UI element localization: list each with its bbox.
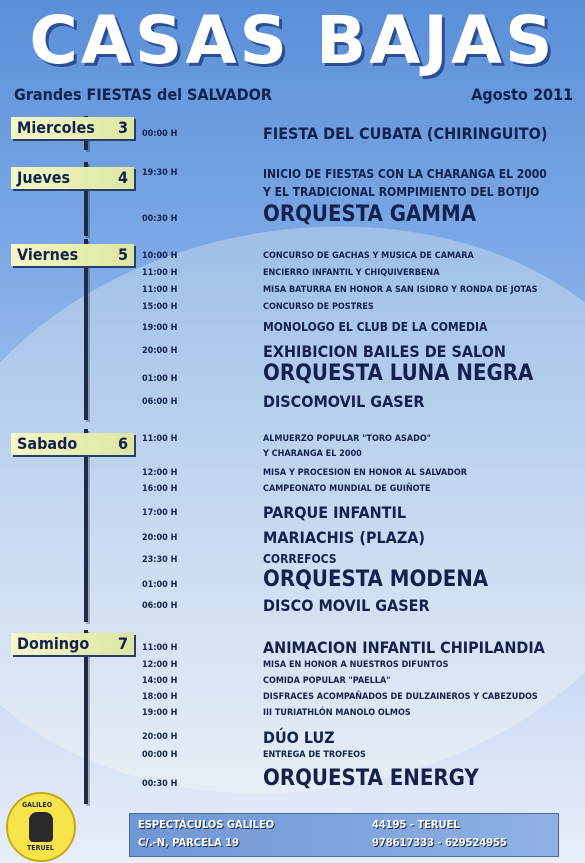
- day-number: 7: [117, 634, 128, 653]
- event-time: 01:00 H: [142, 580, 178, 590]
- event-time: 06:00 H: [142, 601, 178, 611]
- event-desc: DISCO MOVIL GASER: [263, 596, 430, 615]
- event-time: 16:00 H: [142, 484, 178, 494]
- event-desc: COMIDA POPULAR "PAELLA": [263, 676, 391, 686]
- event-time: 14:00 H: [142, 676, 178, 686]
- event-desc: ANIMACION INFANTIL CHIPILANDIA: [263, 638, 545, 657]
- event-desc: DISFRACES ACOMPAÑADOS DE DULZAINEROS Y CABEZUDOS: [263, 692, 538, 702]
- galileo-logo: [6, 792, 76, 862]
- day-name: Jueves: [17, 168, 71, 187]
- day-name: Domingo: [17, 634, 90, 653]
- dog-icon: [29, 812, 53, 842]
- day-label: [11, 117, 134, 139]
- event-desc: CONCURSO DE POSTRES: [263, 302, 374, 312]
- logo-top-text: GALILEO: [22, 801, 53, 809]
- day-box: [84, 239, 538, 420]
- event-desc: FIESTA DEL CUBATA (CHIRINGUITO): [263, 124, 548, 143]
- event-desc: MISA EN HONOR A NUESTROS DIFUNTOS: [263, 660, 449, 670]
- event-desc: CORREFOCS: [263, 552, 337, 566]
- event-time: 20:00 H: [142, 533, 178, 543]
- event-time: 00:30 H: [142, 214, 178, 224]
- event-time: 19:30 H: [142, 168, 178, 178]
- day-name: Viernes: [17, 245, 79, 264]
- event-desc: Y EL TRADICIONAL ROMPIMIENTO DEL BOTIJO: [263, 185, 540, 199]
- event-desc: Y CHARANGA EL 2000: [263, 449, 362, 459]
- page-title: CASAS BAJAS: [29, 2, 556, 79]
- event-subtitle: Grandes FIESTAS del SALVADOR: [14, 85, 272, 104]
- event-desc: DÚO LUZ: [263, 728, 335, 747]
- event-desc: MONOLOGO EL CLUB DE LA COMEDIA: [263, 320, 488, 334]
- day-box: [84, 429, 489, 622]
- event-time: 06:00 H: [142, 397, 178, 407]
- event-desc: MISA Y PROCESION EN HONOR AL SALVADOR: [263, 468, 468, 478]
- event-time: 11:00 H: [142, 285, 178, 295]
- day-label: [11, 633, 134, 655]
- event-time: 01:00 H: [142, 374, 178, 384]
- logo-bottom-text: TERUEL: [27, 844, 54, 852]
- event-time: 20:00 H: [142, 346, 178, 356]
- event-time: 00:00 H: [142, 129, 178, 139]
- event-time: 20:00 H: [142, 732, 178, 742]
- event-desc: MISA BATURRA EN HONOR A SAN ISIDRO Y RONDA DE JOTAS: [263, 285, 538, 295]
- event-desc: EXHIBICION BAILES DE SALON: [263, 342, 506, 361]
- day-label: [11, 433, 134, 455]
- day-label: [11, 167, 134, 189]
- event-time: 10:00 H: [142, 251, 178, 261]
- sponsor-footer: [129, 813, 559, 857]
- sponsor-postal: 44195 - TERUEL: [372, 818, 460, 831]
- day-box: [84, 630, 545, 804]
- event-time: 19:00 H: [142, 708, 178, 718]
- day-name: Miercoles: [17, 118, 95, 137]
- event-desc: ENCIERRO INFANTIL Y CHIQUIVERBENA: [263, 268, 440, 278]
- event-desc: ORQUESTA LUNA NEGRA: [263, 361, 534, 386]
- event-desc: INICIO DE FIESTAS CON LA CHARANGA EL 2000: [263, 167, 547, 181]
- event-time: 19:00 H: [142, 323, 178, 333]
- event-desc: ORQUESTA MODENA: [263, 567, 489, 592]
- event-desc: DISCOMOVIL GASER: [263, 392, 425, 411]
- event-time: 17:00 H: [142, 508, 178, 518]
- event-desc: ORQUESTA ENERGY: [263, 766, 479, 791]
- sponsor-address: C/.-N, PARCELA 19: [138, 836, 239, 849]
- event-desc: ALMUERZO POPULAR "TORO ASADO": [263, 434, 431, 444]
- event-date: Agosto 2011: [471, 85, 573, 104]
- event-time: 11:00 H: [142, 643, 178, 653]
- sponsor-phones: 978617333 - 629524955: [372, 836, 507, 849]
- day-number: 4: [117, 168, 128, 187]
- event-desc: PARQUE INFANTIL: [263, 503, 406, 522]
- day-label: [11, 244, 134, 266]
- event-time: 00:00 H: [142, 750, 178, 760]
- event-desc: ORQUESTA GAMMA: [263, 202, 477, 227]
- event-desc: MARIACHIS (PLAZA): [263, 528, 425, 547]
- day-number: 5: [117, 245, 128, 264]
- event-time: 12:00 H: [142, 468, 178, 478]
- event-desc: CAMPEONATO MUNDIAL DE GUIÑOTE: [263, 484, 431, 494]
- event-time: 12:00 H: [142, 660, 178, 670]
- event-desc: CONCURSO DE GACHAS Y MUSICA DE CAMARA: [263, 251, 474, 261]
- event-desc: ENTREGA DE TROFEOS: [263, 750, 366, 760]
- event-time: 18:00 H: [142, 692, 178, 702]
- event-desc: III TURIATHLÓN MANOLO OLMOS: [263, 708, 411, 718]
- event-time: 15:00 H: [142, 302, 178, 312]
- day-name: Sabado: [17, 434, 78, 453]
- event-time: 11:00 H: [142, 434, 178, 444]
- day-number: 6: [117, 434, 128, 453]
- sponsor-company: ESPECTÁCULOS GALILEO: [138, 818, 275, 831]
- day-number: 3: [117, 118, 128, 137]
- event-time: 11:00 H: [142, 268, 178, 278]
- event-time: 00:30 H: [142, 779, 178, 789]
- event-time: 23:30 H: [142, 555, 178, 565]
